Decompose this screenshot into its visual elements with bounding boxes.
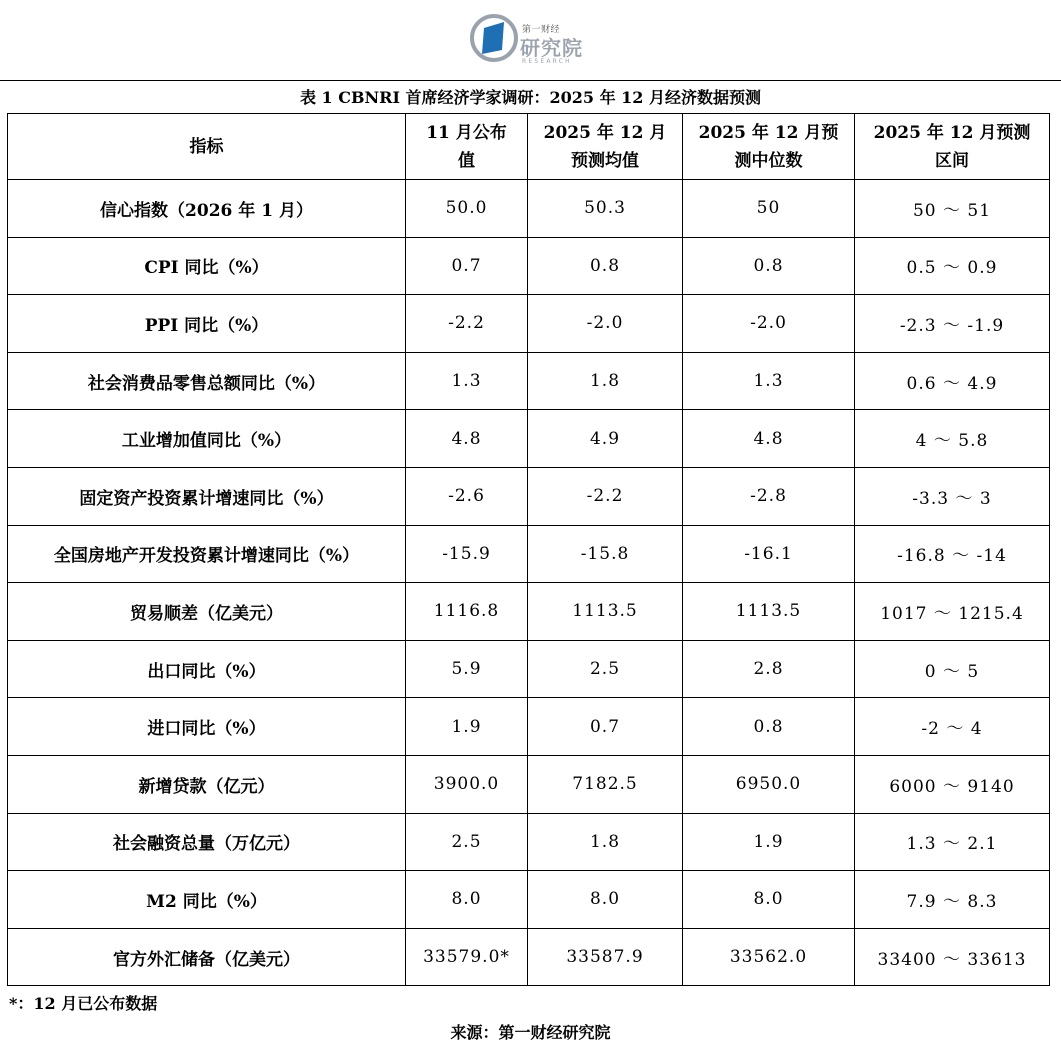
cell-indicator-name: 社会融资总量（万亿元） (8, 813, 406, 871)
cell-forecast-range: -2.3 ～ -1.9 (855, 295, 1050, 353)
source-note: 来源：第一财经研究院 (450, 1023, 611, 1042)
header-nov-value: 11 月公布值 (406, 114, 528, 180)
header-indicator: 指标 (8, 114, 406, 180)
cell-indicator-name: 官方外汇储备（亿美元） (8, 928, 406, 986)
cell-forecast-median: 0.8 (683, 237, 855, 295)
cell-forecast-median: 0.8 (683, 698, 855, 756)
cell-forecast-range: 1017 ～ 1215.4 (855, 583, 1050, 641)
cell-nov-value: 4.8 (406, 410, 528, 468)
cell-forecast-mean: 0.7 (528, 698, 683, 756)
cell-forecast-range: 0.6 ～ 4.9 (855, 352, 1050, 410)
cell-nov-value: 50.0 (406, 180, 528, 238)
cell-indicator-name: 贸易顺差（亿美元） (8, 583, 406, 641)
cell-nov-value: 5.9 (406, 640, 528, 698)
cell-nov-value: 0.7 (406, 237, 528, 295)
cell-forecast-range: 0 ～ 5 (855, 640, 1050, 698)
cell-indicator-name: 出口同比（%） (8, 640, 406, 698)
cell-forecast-range: -16.8 ～ -14 (855, 525, 1050, 583)
cell-forecast-median: 50 (683, 180, 855, 238)
cell-forecast-mean: -2.0 (528, 295, 683, 353)
table-row (8, 813, 1050, 871)
table-row (8, 583, 1050, 641)
cell-forecast-mean: 7182.5 (528, 755, 683, 813)
cell-forecast-range: -3.3 ～ 3 (855, 467, 1050, 525)
cell-forecast-mean: 8.0 (528, 871, 683, 929)
cell-indicator-name: 全国房地产开发投资累计增速同比（%） (8, 525, 406, 583)
logo-english-text: RESEARCH (522, 58, 572, 65)
cell-nov-value: 33579.0* (406, 928, 528, 986)
cell-forecast-range: 7.9 ～ 8.3 (855, 871, 1050, 929)
cell-forecast-mean: 1.8 (528, 813, 683, 871)
cell-forecast-mean: 50.3 (528, 180, 683, 238)
cell-forecast-range: 6000 ～ 9140 (855, 755, 1050, 813)
table-title: 表 1 CBNRI 首席经济学家调研：2025 年 12 月经济数据预测 (299, 88, 762, 107)
cell-forecast-mean: 33587.9 (528, 928, 683, 986)
logo-emblem-icon (470, 14, 518, 62)
cell-forecast-median: 2.8 (683, 640, 855, 698)
cell-indicator-name: 社会消费品零售总额同比（%） (8, 352, 406, 410)
cell-forecast-range: 1.3 ～ 2.1 (855, 813, 1050, 871)
table-row (8, 237, 1050, 295)
table-row (8, 295, 1050, 353)
cell-forecast-median: 1.9 (683, 813, 855, 871)
table-row (8, 180, 1050, 238)
cell-indicator-name: 固定资产投资累计增速同比（%） (8, 467, 406, 525)
cell-nov-value: -15.9 (406, 525, 528, 583)
footnote: *：12 月已公布数据 (9, 994, 158, 1013)
cell-forecast-range: 0.5 ～ 0.9 (855, 237, 1050, 295)
header-forecast-mean: 2025 年 12 月预测均值 (528, 114, 683, 180)
cell-nov-value: 1116.8 (406, 583, 528, 641)
cell-nov-value: 3900.0 (406, 755, 528, 813)
cell-nov-value: -2.2 (406, 295, 528, 353)
cell-forecast-mean: 2.5 (528, 640, 683, 698)
cell-indicator-name: CPI 同比（%） (8, 237, 406, 295)
cell-nov-value: 2.5 (406, 813, 528, 871)
cell-forecast-median: -16.1 (683, 525, 855, 583)
table-header-row (8, 114, 1050, 180)
cell-forecast-range: -2 ～ 4 (855, 698, 1050, 756)
cell-forecast-mean: 0.8 (528, 237, 683, 295)
cell-forecast-median: 1.3 (683, 352, 855, 410)
logo (470, 14, 600, 66)
logo-small-text: 第一财经 (522, 25, 561, 35)
cell-indicator-name: 进口同比（%） (8, 698, 406, 756)
cell-nov-value: 1.3 (406, 352, 528, 410)
cell-forecast-range: 33400 ～ 33613 (855, 928, 1050, 986)
cell-forecast-mean: 1113.5 (528, 583, 683, 641)
cell-forecast-median: 8.0 (683, 871, 855, 929)
cell-forecast-range: 4 ～ 5.8 (855, 410, 1050, 468)
cell-forecast-median: 6950.0 (683, 755, 855, 813)
table-row (8, 410, 1050, 468)
table-row (8, 755, 1050, 813)
cell-indicator-name: PPI 同比（%） (8, 295, 406, 353)
logo-big-text: 研究院 (520, 36, 583, 60)
table-row (8, 525, 1050, 583)
table-row (8, 640, 1050, 698)
cell-indicator-name: 信心指数（2026 年 1 月） (8, 180, 406, 238)
header-forecast-range: 2025 年 12 月预测区间 (855, 114, 1050, 180)
cell-forecast-median: 1113.5 (683, 583, 855, 641)
cell-nov-value: 8.0 (406, 871, 528, 929)
cell-indicator-name: 新增贷款（亿元） (8, 755, 406, 813)
cell-forecast-mean: 1.8 (528, 352, 683, 410)
cell-forecast-range: 50 ～ 51 (855, 180, 1050, 238)
cell-forecast-median: -2.0 (683, 295, 855, 353)
cell-nov-value: 1.9 (406, 698, 528, 756)
header-divider (0, 80, 1061, 81)
table-row (8, 928, 1050, 986)
cell-forecast-mean: -2.2 (528, 467, 683, 525)
table-row (8, 352, 1050, 410)
header-forecast-median: 2025 年 12 月预测中位数 (683, 114, 855, 180)
cell-nov-value: -2.6 (406, 467, 528, 525)
table-row (8, 467, 1050, 525)
cell-forecast-median: 4.8 (683, 410, 855, 468)
cell-forecast-median: -2.8 (683, 467, 855, 525)
cell-indicator-name: 工业增加值同比（%） (8, 410, 406, 468)
forecast-table (7, 113, 1050, 986)
cell-indicator-name: M2 同比（%） (8, 871, 406, 929)
cell-forecast-median: 33562.0 (683, 928, 855, 986)
table-row (8, 871, 1050, 929)
cell-forecast-mean: -15.8 (528, 525, 683, 583)
table-row (8, 698, 1050, 756)
cell-forecast-mean: 4.9 (528, 410, 683, 468)
